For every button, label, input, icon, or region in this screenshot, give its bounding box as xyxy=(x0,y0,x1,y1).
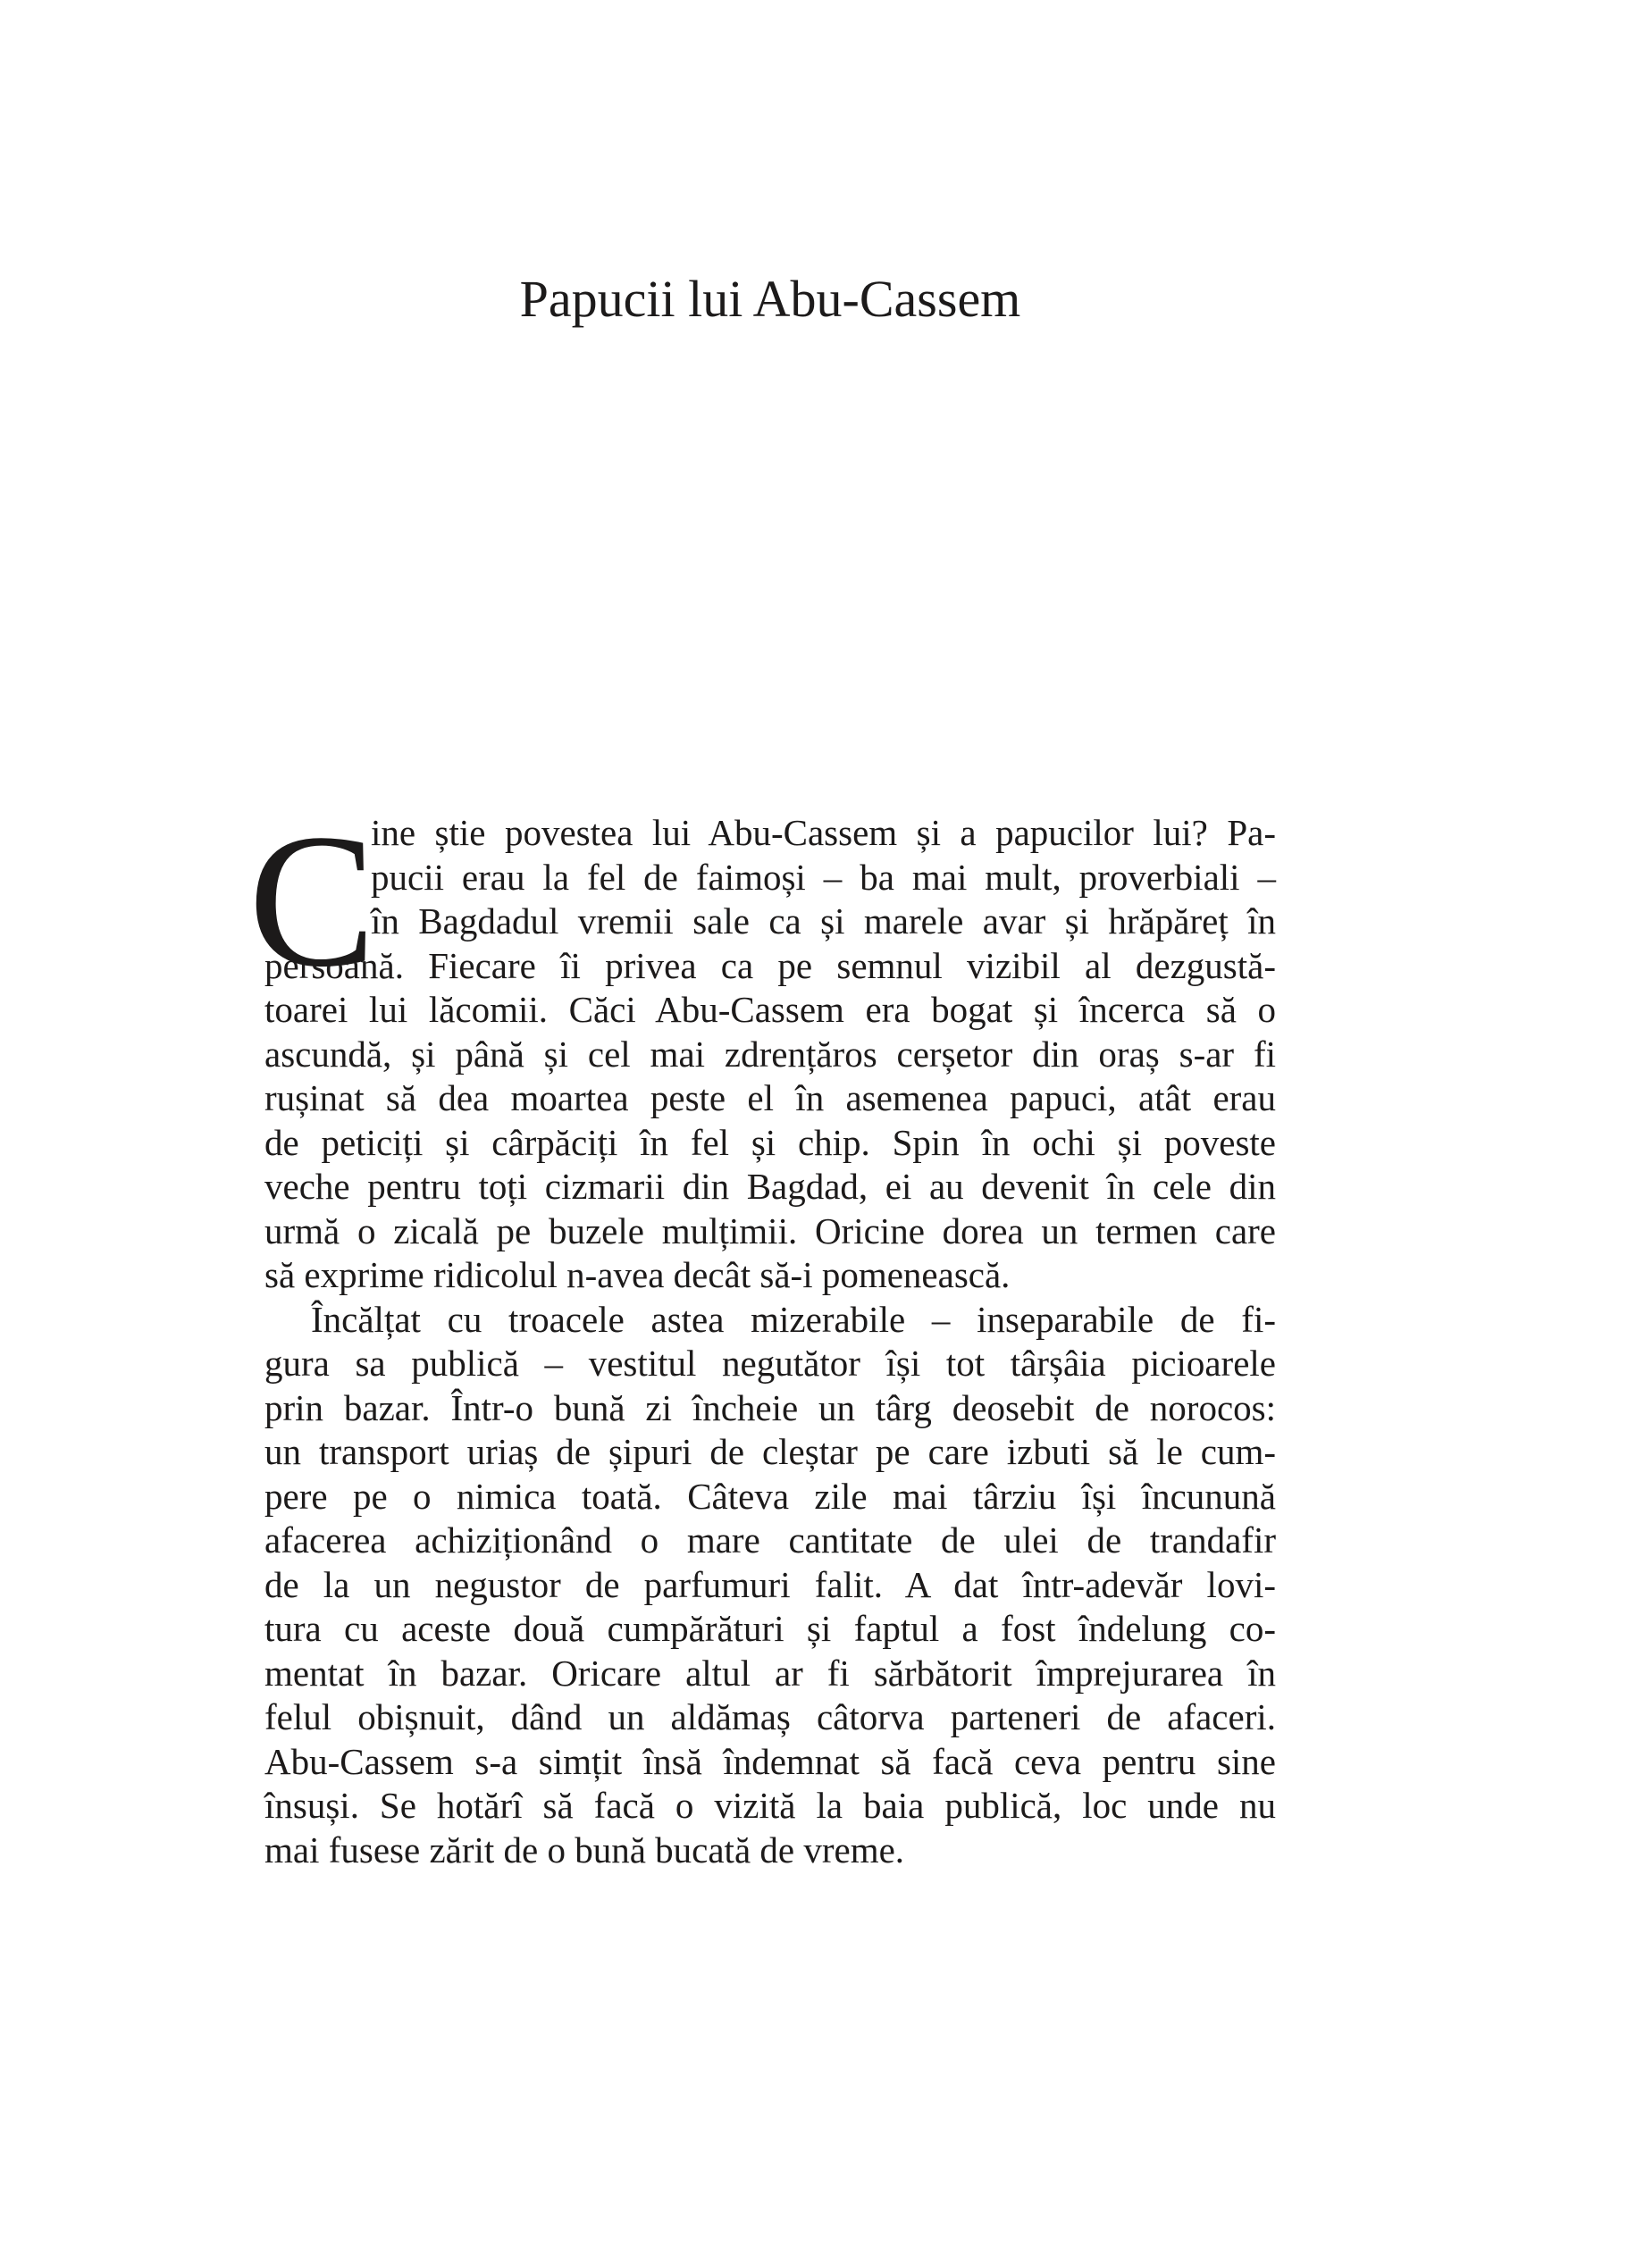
text-line: toarei lui lăcomii. Căci Abu-Cassem era bogat și încerca să o xyxy=(264,989,1276,1030)
text-line: prin bazar. Într-o bună zi încheie un târg deosebit de norocos: xyxy=(264,1386,1276,1428)
paragraph-2 xyxy=(264,1298,1276,1873)
text-line: Încălțat cu troacele astea mizerabile – inseparabile de fi- xyxy=(311,1298,1276,1340)
chapter-body xyxy=(248,795,1276,1872)
chapter-title: Papucii lui Abu-Cassem xyxy=(519,270,1021,328)
text-line: felul obișnuit, dând un aldămaș câtorva parteneri de afaceri. xyxy=(264,1696,1276,1737)
text-line: urmă o zicală pe buzele mulțimii. Oricine dorea un termen care xyxy=(264,1209,1276,1251)
text-line: de la un negustor de parfumuri falit. A dat într-adevăr lovi- xyxy=(264,1563,1276,1605)
text-line: persoană. Fiecare îi privea ca pe semnul vizibil al dezgustă- xyxy=(264,944,1276,986)
text-line: rușinat să dea moartea peste el în asemenea papuci, atât erau xyxy=(264,1077,1276,1118)
text-line: însuși. Se hotărî să facă o vizită la baia publică, loc unde nu xyxy=(264,1785,1276,1826)
text-line: tura cu aceste două cumpărături și faptul a fost îndelung co- xyxy=(264,1608,1276,1649)
text-line: ine știe povestea lui Abu-Cassem și a papucilor lui? Pa- xyxy=(371,812,1276,853)
text-line: în Bagdadul vremii sale ca și marele avar și hrăpăreț în xyxy=(371,900,1276,942)
text-line: veche pentru toți cizmarii din Bagdad, ei au devenit în cele din xyxy=(264,1166,1276,1207)
text-line: afacerea achiziționând o mare cantitate de ulei de trandafir xyxy=(264,1519,1276,1561)
text-line: gura sa publică – vestitul negutător își tot târșâia picioarele xyxy=(264,1343,1276,1384)
drop-cap: C xyxy=(248,795,376,1007)
text-line: un transport uriaș de șipuri de cleștar pe care izbuti să le cum- xyxy=(264,1431,1276,1472)
text-line: mai fusese zărit de o bună bucată de vreme. xyxy=(264,1829,905,1870)
text-line: pere pe o nimica toată. Câteva zile mai târziu își încunună xyxy=(264,1475,1276,1517)
text-line: de peticiți și cârpăciți în fel și chip. Spin în ochi și poveste xyxy=(264,1121,1276,1163)
text-line: pucii erau la fel de faimoși – ba mai mult, proverbiali – xyxy=(371,856,1276,898)
text-line: ascundă, și până și cel mai zdrențăros cerșetor din oraș s-ar fi xyxy=(264,1033,1276,1075)
text-line: să exprime ridicolul n-avea decât să-i pomenească. xyxy=(264,1254,1011,1295)
drop-cap-container xyxy=(248,795,376,1007)
text-line: mentat în bazar. Oricare altul ar fi sărbătorit împrejurarea în xyxy=(264,1652,1276,1694)
paragraph-1 xyxy=(264,811,1276,1298)
text-line: Abu-Cassem s-a simțit însă îndemnat să facă ceva pentru sine xyxy=(264,1740,1276,1782)
